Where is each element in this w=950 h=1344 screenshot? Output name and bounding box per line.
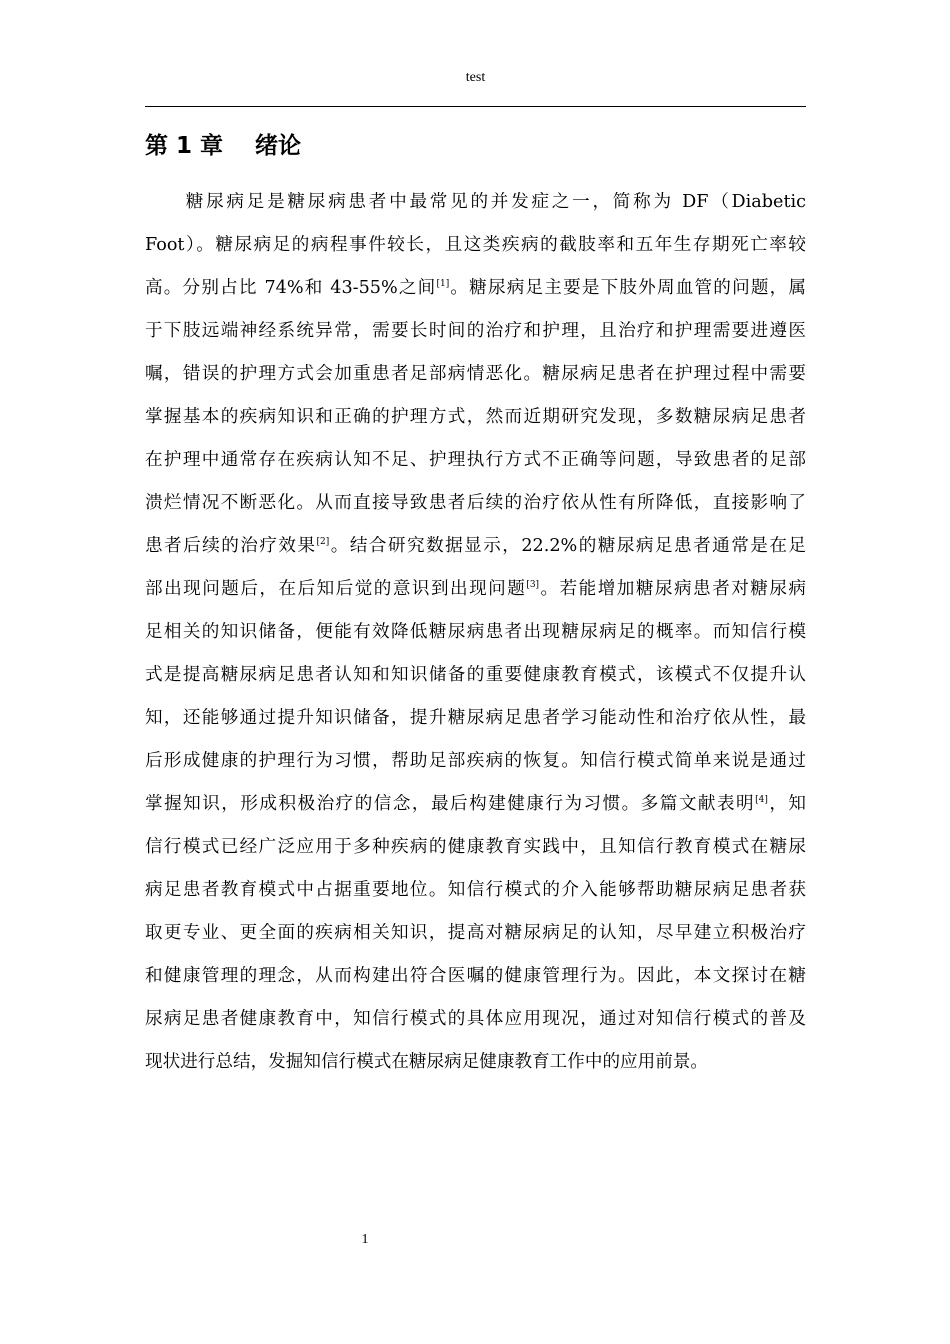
body-paragraph [145,181,806,1084]
body-line: 取更专业、更全面的疾病相关知识，提高对糖尿病足的认知，尽早建立积极治疗 [145,923,806,943]
body-line: 知，还能够通过提升知识储备，提升糖尿病足患者学习能动性和治疗依从性，最 [145,708,806,728]
body-line: 嘱，错误的护理方式会加重患者足部病情恶化。糖尿病足患者在护理过程中需要 [145,364,806,384]
body-line: 患者后续的治疗效果[2]。结合研究数据显示，22.2%的糖尿病足患者通常是在足 [145,536,806,556]
body-line: 掌握基本的疾病知识和正确的护理方式，然而近期研究发现，多数糖尿病足患者 [145,407,806,427]
page-header: test [465,70,486,85]
body-line: 病足患者教育模式中占据重要地位。知信行模式的介入能够帮助糖尿病足患者获 [145,880,806,900]
page-number: 1 [361,1232,369,1247]
body-line: 于下肢远端神经系统异常，需要长时间的治疗和护理，且治疗和护理需要进遵医 [145,321,806,341]
body-line: 糖尿病足是糖尿病患者中最常见的并发症之一，简称为 DF（Diabetic [183,192,806,212]
body-line: 现状进行总结，发掘知信行模式在糖尿病足健康教育工作中的应用前景。 [145,1052,709,1072]
citation-ref: [2] [316,537,330,547]
citation-ref: [4] [755,795,768,805]
body-line: 部出现问题后，在后知后觉的意识到出现问题[3]。若能增加糖尿病患者对糖尿病 [145,579,806,599]
body-line: 足相关的知识储备，便能有效降低糖尿病患者出现糖尿病足的概率。而知信行模 [145,622,806,642]
body-line: 尿病足患者健康教育中，知信行模式的具体应用现况，通过对知信行模式的普及 [145,1009,806,1029]
chapter-title: 第 1 章 绪论 [145,133,302,159]
body-line: 高。分别占比 74%和 43-55%之间[1]。糖尿病足主要是下肢外周血管的问题，属 [145,278,806,298]
body-line: 和健康管理的理念，从而构建出符合医嘱的健康管理行为。因此，本文探讨在糖 [145,966,806,986]
body-line: 式是提高糖尿病足患者认知和知识储备的重要健康教育模式，该模式不仅提升认 [145,665,806,685]
body-line: Foot）。糖尿病足的病程事件较长，且这类疾病的截肢率和五年生存期死亡率较 [145,235,806,255]
body-line: 后形成健康的护理行为习惯，帮助足部疾病的恢复。知信行模式简单来说是通过 [145,751,806,771]
citation-ref: [3] [526,580,540,590]
header-divider [145,106,806,107]
body-line: 在护理中通常存在疾病认知不足、护理执行方式不正确等问题，导致患者的足部 [145,450,806,470]
body-line: 信行模式已经广泛应用于多种疾病的健康教育实践中，且知信行教育模式在糖尿 [145,837,806,857]
citation-ref: [1] [436,279,450,289]
body-line: 溃烂情况不断恶化。从而直接导致患者后续的治疗依从性有所降低，直接影响了 [145,493,806,513]
body-line: 掌握知识，形成积极治疗的信念，最后构建健康行为习惯。多篇文献表明[4]，知 [145,794,806,814]
